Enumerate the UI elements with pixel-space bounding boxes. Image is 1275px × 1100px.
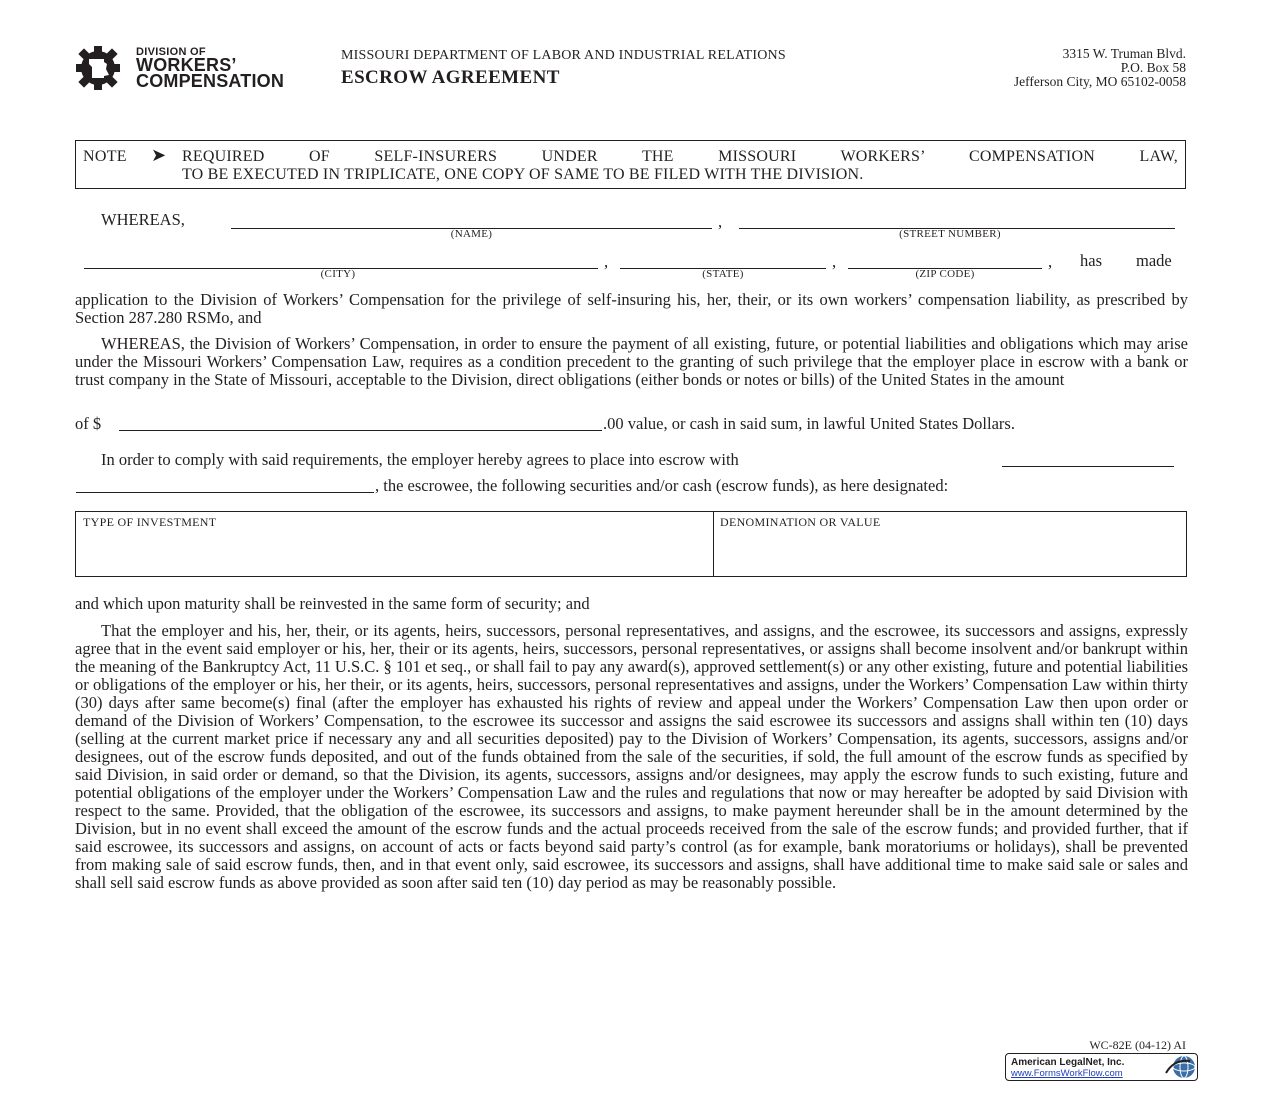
state-field[interactable] (620, 252, 826, 269)
has-word: has (1080, 251, 1102, 270)
amount-prefix: of $ (75, 414, 102, 433)
division-logo (74, 45, 314, 91)
address-city: Jefferson City, MO 65102-0058 (1013, 74, 1186, 89)
gear-map-icon (74, 45, 132, 91)
made-word: made (1136, 251, 1172, 270)
form-title: ESCROW AGREEMENT (341, 67, 560, 88)
paragraph-comply: In order to comply with said requirements, the employer hereby agrees to place into escrow with (101, 450, 739, 469)
globe-icon (1160, 1055, 1196, 1079)
logo-line-3: COMPENSATION (136, 71, 285, 91)
denomination-header: DENOMINATION OR VALUE (720, 515, 881, 529)
paragraph-whereas-division: WHEREAS, the Division of Workers’ Compensation, in order to ensure the payment of all existing, future, or potential liabilities and obligations which may arise under the Missouri Workers’ Compensation Law, requires as a condition precedent to the granting of such privilege that the employer place in escrow with a bank or trust company in the State of Missouri, acceptable to the Division, direct obligations (either bonds or notes or bills) of the United States in the amount (75, 334, 1188, 389)
type-of-investment-header: TYPE OF INVESTMENT (83, 515, 217, 529)
paragraph-escrowee: , the escrowee, the following securities and/or cash (escrow funds), as here designated: (375, 476, 949, 495)
paragraph-insolvency: That the employer and his, her, their, or its agents, heirs, successors, personal representatives, and assigns, and the escrowee, its successors and assigns, expressly agree that in the event said employer or his, her, their or its agents, heirs, successors, personal representatives, or assigns shall become insolvent and/or bankrupt within the meaning of the Bankruptcy Act, 11 U.S.C. § 101 et seq., or shall fail to pay any award(s), approved settlement(s) or any other existing, future and potential liabilities or obligations of the employer or his, her their, or its agents, heirs, successors, personal representatives and assigns, under the Workers’ Compensation Law within thirty (30) days after same become(s) final (after the employer has exhausted his rights of review and appeal under the Workers’ Compensation Law then upon order or demand of the Division of Workers’ Compensation, to the escrowee its successor and assigns the said escrowee its successors and assigns shall within ten (10) days (selling at the current market price if necessary any and all securities deposited) pay to the Division of Workers’ Compensation, its agents, successors, assigns and/or designees, out of the escrow funds deposited, and out of the funds obtained from the sale of the securities, if sold, the full amount of the escrow funds as specified by said Division, in said order or demand, so that the Division, its agents, successors, assigns and/or designees, may apply the escrow funds to such existing, future and potential obligations of the employer under the Workers’ Compensation Law and the rules and regulations that now or may hereafter be adopted by said Division with respect to the same. Provided, that the obligation of the escrowee, its successors and assigns, to make payment hereunder shall be in the amount determined by the Division, but in no event shall exceed the amount of the escrow funds and the actual proceeds received from the sale of the escrow funds; and provided further, that if said escrowee, its successors and assigns, on account of acts or facts beyond said party’s control (as for example, bank moratoriums or holidays), shall be prevented from making sale of said escrow funds, then, and in that event only, said escrowee, its successors and assigns, shall have additional time to make said sale or sales and shall sell said escrow funds as above provided as soon after said ten (10) day period as may be reasonably possible. (75, 621, 1188, 892)
table-divider (713, 512, 714, 576)
vendor-badge[interactable] (1005, 1053, 1198, 1081)
paragraph-reinvest: and which upon maturity shall be reinvested in the same form of security; and (75, 594, 590, 613)
zip-code-field[interactable] (848, 252, 1042, 269)
denomination-input[interactable] (718, 532, 1182, 574)
investment-table (75, 511, 1187, 577)
comma-3: , (832, 252, 837, 271)
escrowee-field-continued[interactable] (76, 476, 374, 493)
logo-line-2: WORKERS’ (136, 55, 237, 75)
comma-2: , (604, 252, 609, 271)
note-box (75, 140, 1186, 189)
address-po-box: P.O. Box 58 (1120, 60, 1186, 75)
zip-code-caption: (ZIP CODE) (915, 268, 975, 280)
department-name: MISSOURI DEPARTMENT OF LABOR AND INDUSTRIAL RELATIONS (341, 48, 786, 63)
name-field[interactable] (231, 212, 712, 229)
street-number-field[interactable] (739, 212, 1175, 229)
arrow-right-icon: ➤ (151, 145, 167, 165)
paragraph-application: application to the Division of Workers’ Compensation for the privilege of self-insuring his, her, their, or its own workers’ compensation liability, as prescribed by Section 287.280 RSMo, and (75, 290, 1188, 327)
city-caption: (CITY) (320, 268, 356, 280)
name-caption: (NAME) (450, 228, 493, 240)
note-line-2: TO BE EXECUTED IN TRIPLICATE, ONE COPY OF SAME TO BE FILED WITH THE DIVISION. (182, 166, 864, 183)
street-number-caption: (STREET NUMBER) (899, 228, 1001, 240)
city-field[interactable] (84, 252, 598, 269)
vendor-url-link[interactable]: www.FormsWorkFlow.com (1011, 1068, 1123, 1079)
note-line-1: REQUIRED OF SELF-INSURERS UNDER THE MISSOURI WORKERS’ COMPENSATION LAW, (182, 148, 1178, 165)
state-caption: (STATE) (702, 268, 744, 280)
note-label: NOTE (83, 148, 127, 165)
type-of-investment-input[interactable] (80, 532, 706, 574)
comma-1: , (718, 212, 723, 231)
vendor-name: American LegalNet, Inc. (1011, 1057, 1125, 1068)
form-number: WC-82E (04-12) AI (1089, 1038, 1186, 1052)
amount-field[interactable] (119, 414, 602, 431)
escrowee-field[interactable] (1002, 450, 1174, 467)
amount-suffix: .00 value, or cash in said sum, in lawful United States Dollars. (603, 414, 1015, 433)
division-address (1014, 47, 1186, 89)
comma-4: , (1048, 252, 1053, 271)
whereas-label: WHEREAS, (101, 210, 185, 229)
address-street: 3315 W. Truman Blvd. (1062, 46, 1186, 61)
logo-line-1: DIVISION OF (136, 46, 206, 58)
